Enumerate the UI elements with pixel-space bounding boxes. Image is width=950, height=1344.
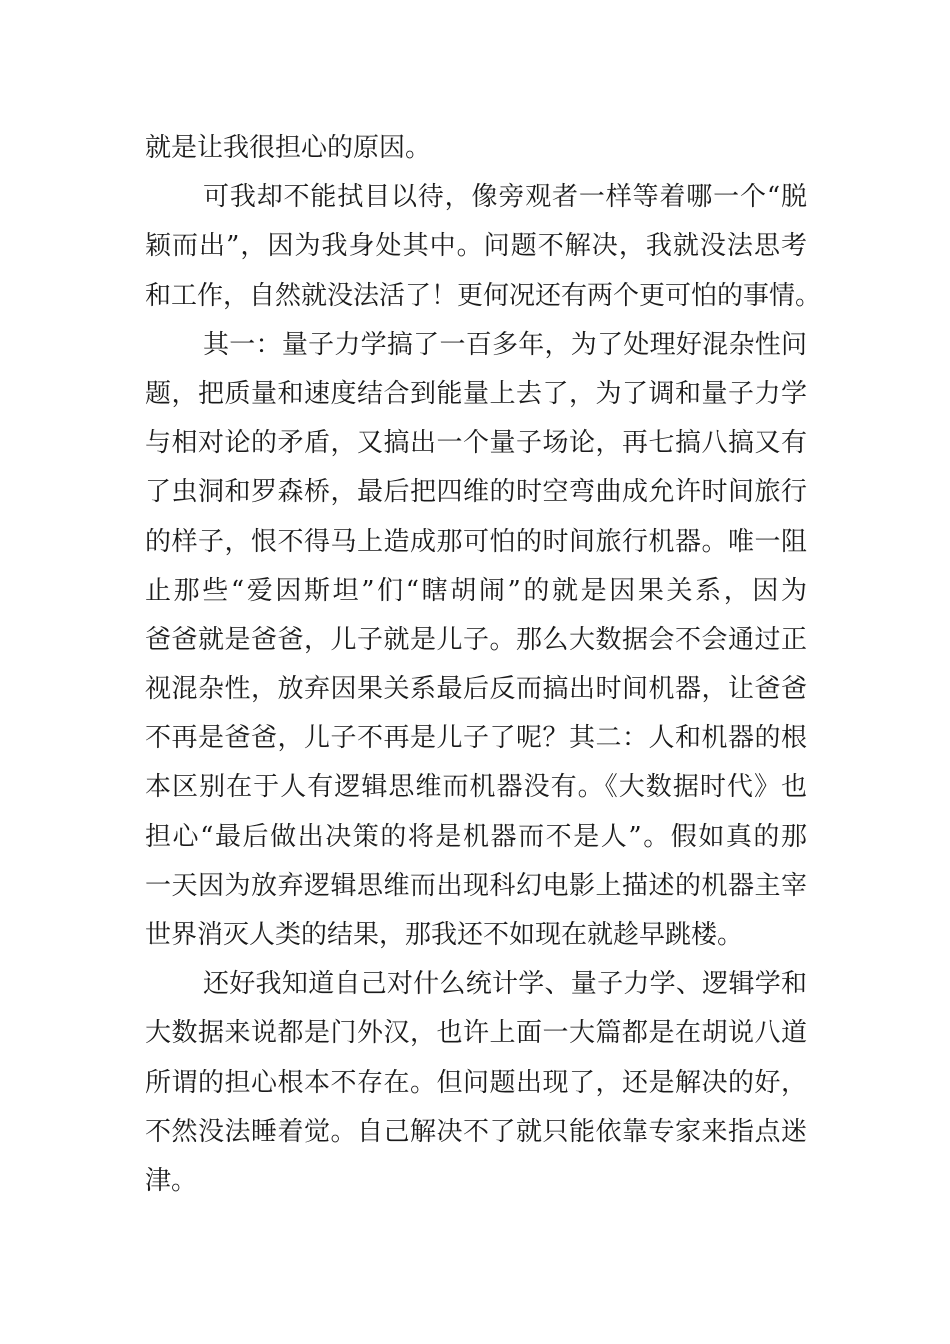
body-text (145, 124, 822, 1206)
text-line: 不再是爸爸，儿子不再是儿子了呢？其二：人和机器的根 (145, 723, 807, 754)
text-line: 所谓的担心根本不存在。但问题出现了，还是解决的好， (145, 1067, 807, 1098)
text-line: 担心“最后做出决策的将是机器而不是人”。假如真的那 (145, 821, 807, 852)
text-line: 大数据来说都是门外汉，也许上面一大篇都是在胡说八道 (145, 1018, 807, 1049)
text-line: 的样子，恨不得马上造成那可怕的时间旅行机器。唯一阻 (145, 526, 807, 557)
paragraph-first-line: 可我却不能拭目以待，像旁观者一样等着哪一个“脱 (203, 182, 807, 213)
text-line: 世界消灭人类的结果，那我还不如现在就趁早跳楼。 (145, 920, 744, 950)
text-line: 题，把质量和速度结合到能量上去了，为了调和量子力学 (145, 378, 807, 409)
text-line: 本区别在于人有逻辑思维而机器没有。《大数据时代》也 (145, 772, 807, 803)
text-line: 就是让我很担心的原因。 (145, 133, 432, 163)
text-line: 不然没法睡着觉。自己解决不了就只能依靠专家来指点迷 (145, 1116, 807, 1147)
text-line: 津。 (145, 1165, 198, 1196)
paragraph-first-line: 还好我知道自己对什么统计学、量子力学、逻辑学和 (203, 969, 807, 1000)
text-line: 一天因为放弃逻辑思维而出现科幻电影上描述的机器主宰 (145, 870, 807, 901)
text-line: 了虫洞和罗森桥，最后把四维的时空弯曲成允许时间旅行 (145, 477, 807, 508)
text-line: 爸爸就是爸爸，儿子就是儿子。那么大数据会不会通过正 (145, 624, 807, 655)
text-line: 与相对论的矛盾，又搞出一个量子场论，再七搞八搞又有 (145, 428, 807, 459)
text-line: 视混杂性，放弃因果关系最后反而搞出时间机器，让爸爸 (145, 674, 807, 705)
paragraph-first-line: 其一：量子力学搞了一百多年，为了处理好混杂性问 (203, 329, 807, 360)
text-line: 止那些“爱因斯坦”们“瞎胡闹”的就是因果关系，因为 (145, 575, 807, 606)
text-line: 颖而出”，因为我身处其中。问题不解决，我就没法思考 (145, 231, 807, 262)
text-line: 和工作，自然就没法活了！更何况还有两个更可怕的事情。 (145, 280, 822, 311)
